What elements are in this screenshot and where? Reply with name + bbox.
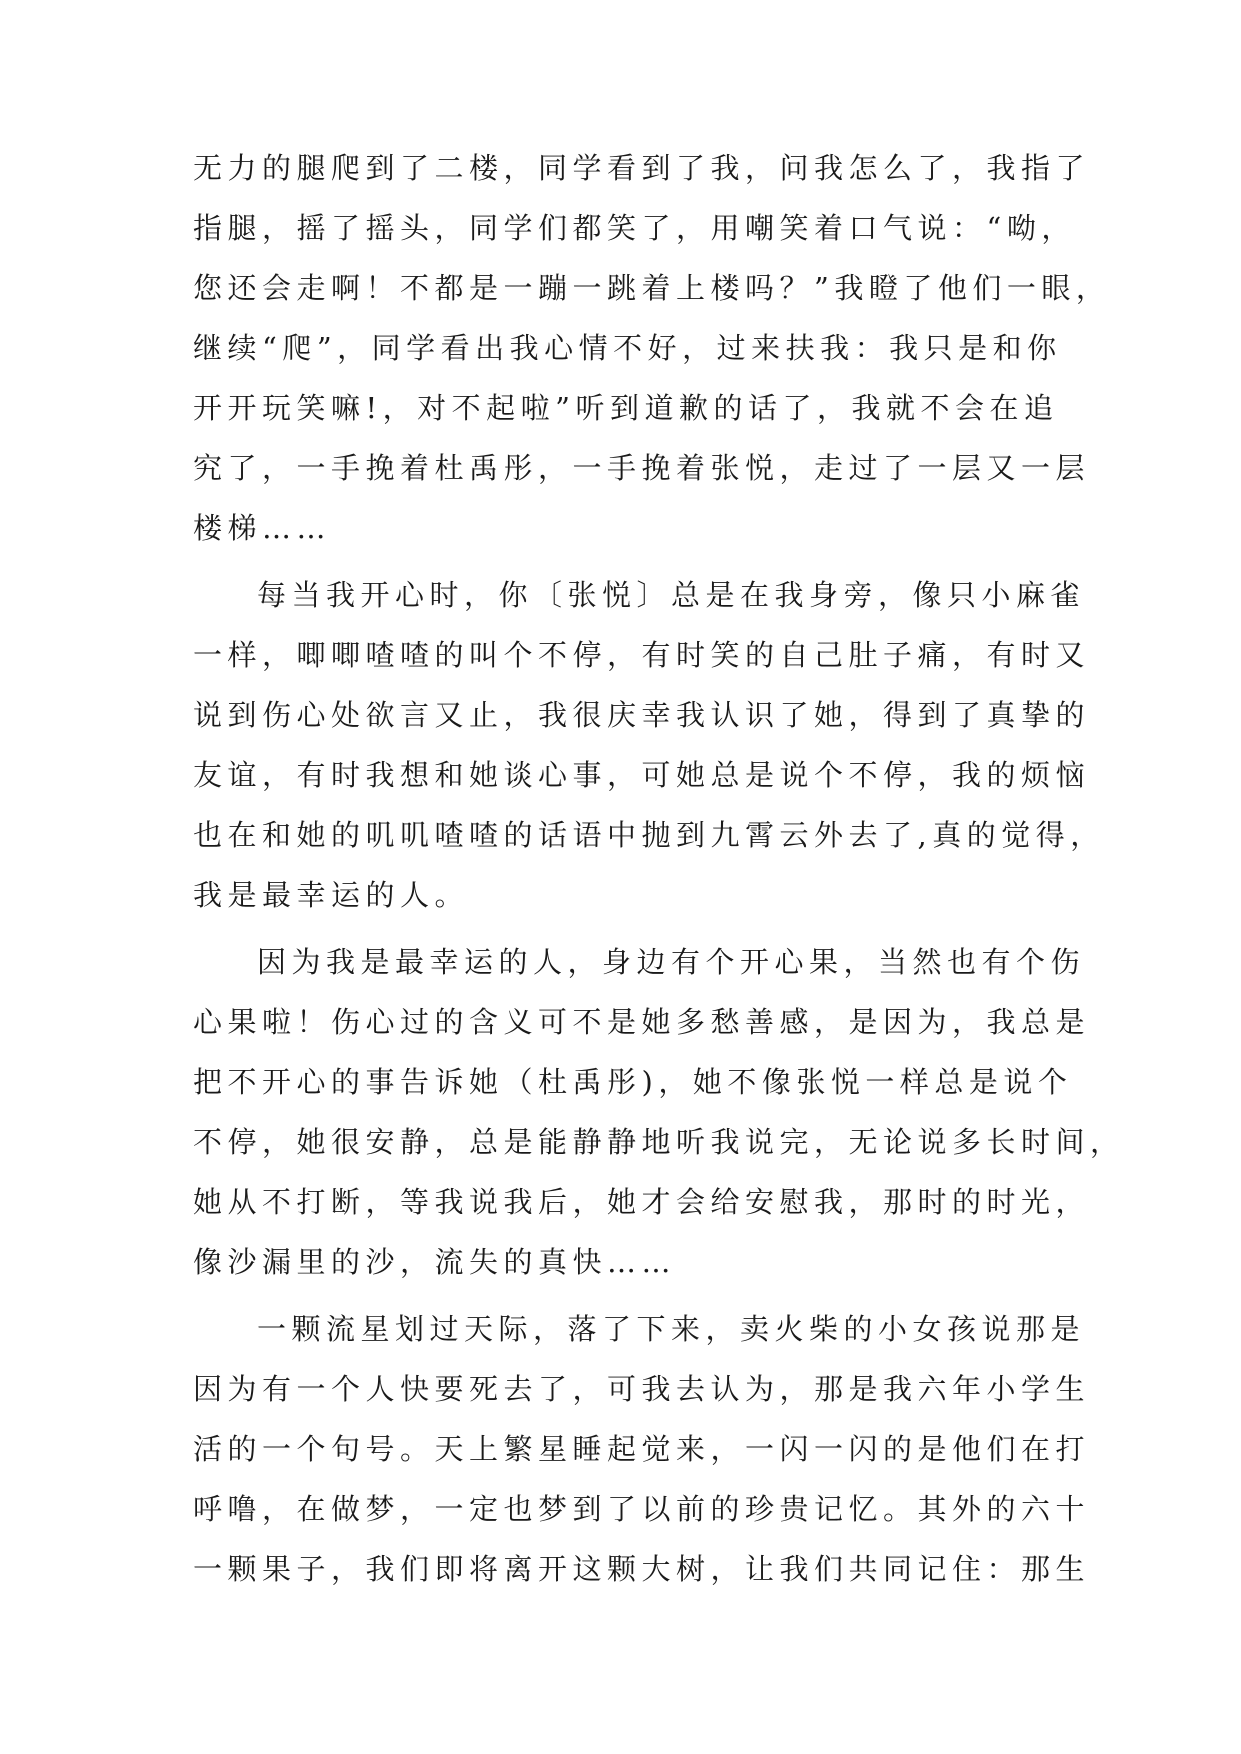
paragraph-first-line: 每当我开心时，你〔张悦〕总是在我身旁，像只小麻雀 [257,578,1086,612]
text-line: 把不开心的事告诉她（杜禹彤)，她不像张悦一样总是说个 [193,1065,1073,1099]
text-line: 因为有一个人快要死去了，可我去认为，那是我六年小学生 [193,1372,1091,1406]
text-line: 呼噜，在做梦，一定也梦到了以前的珍贵记忆。其外的六十 [193,1492,1091,1526]
text-line: 您还会走啊！不都是一蹦一跳着上楼吗？”我瞪了他们一眼， [193,271,1111,305]
text-line: 楼梯…… [193,511,332,545]
text-line: 继续“爬”，同学看出我心情不好，过来扶我：我只是和你 [193,331,1062,365]
text-line: 开开玩笑嘛!，对不起啦”听到道歉的话了，我就不会在追 [193,391,1059,425]
text-line: 指腿，摇了摇头，同学们都笑了，用嘲笑着口气说：“呦， [193,211,1076,245]
text-line: 她从不打断，等我说我后，她才会给安慰我，那时的时光， [193,1185,1091,1219]
text-line: 无力的腿爬到了二楼，同学看到了我，问我怎么了，我指了 [193,151,1091,185]
text-line: 心果啦！伤心过的含义可不是她多愁善感，是因为，我总是 [193,1005,1091,1039]
text-line: 我是最幸运的人。 [193,878,470,912]
text-line: 说到伤心处欲言又止，我很庆幸我认识了她，得到了真挚的 [193,698,1091,732]
text-line: 一颗果子，我们即将离开这颗大树，让我们共同记住：那生 [193,1552,1091,1586]
text-line: 不停，她很安静，总是能静静地听我说完，无论说多长时间， [193,1125,1125,1159]
text-line: 也在和她的叽叽喳喳的话语中抛到九霄云外去了,真的觉得， [193,818,1105,852]
paragraph-first-line: 一颗流星划过天际，落了下来，卖火柴的小女孩说那是 [257,1312,1086,1346]
text-line: 活的一个句号。天上繁星睡起觉来，一闪一闪的是他们在打 [193,1432,1091,1466]
text-line: 究了，一手挽着杜禹彤，一手挽着张悦，走过了一层又一层 [193,451,1091,485]
text-line: 一样，唧唧喳喳的叫个不停，有时笑的自己肚子痛，有时又 [193,638,1091,672]
text-line: 友谊，有时我想和她谈心事，可她总是说个不停，我的烦恼 [193,758,1091,792]
paragraph-first-line: 因为我是最幸运的人，身边有个开心果，当然也有个伤 [257,945,1086,979]
text-line: 像沙漏里的沙，流失的真快…… [193,1245,677,1279]
